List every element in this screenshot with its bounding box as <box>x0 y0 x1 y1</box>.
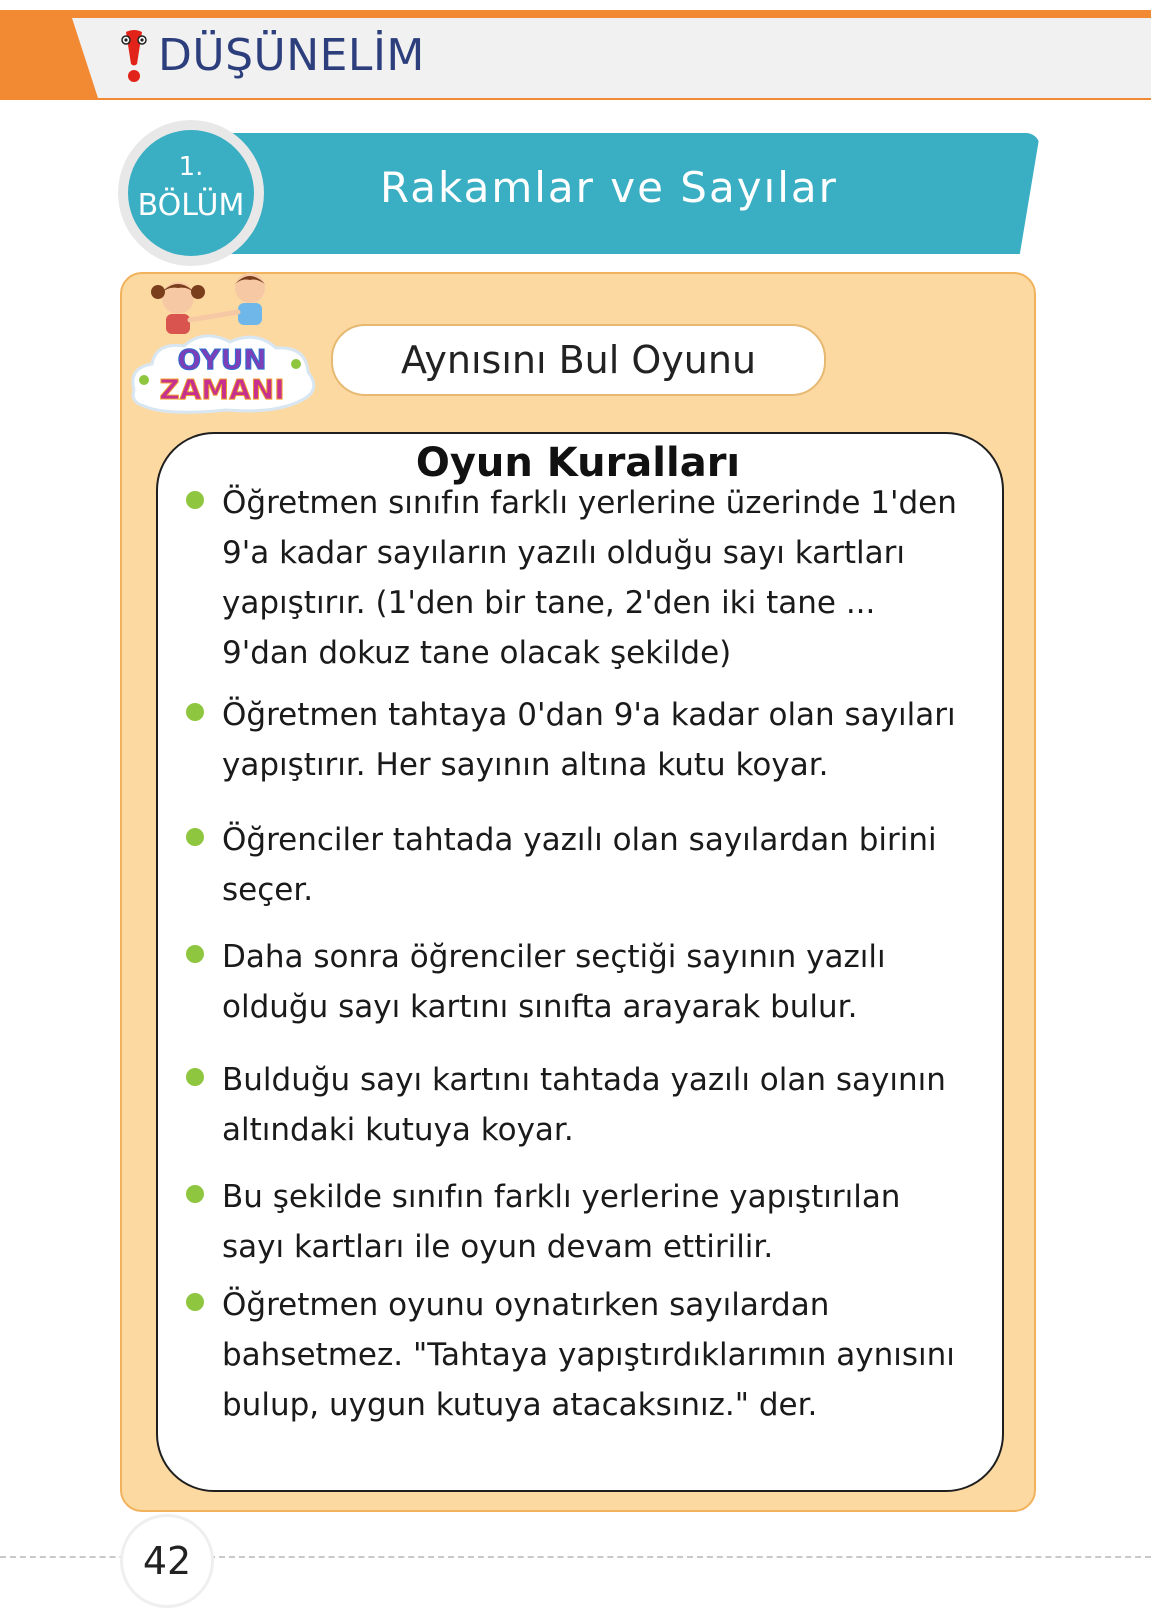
rule-item-5: Bulduğu sayı kartını tahtada yazılı olan sayının altındaki kutuya koyar. <box>222 1062 946 1148</box>
page-number: 42 <box>120 1514 214 1608</box>
bullet-icon <box>186 945 204 963</box>
game-title: Aynısını Bul Oyunu <box>400 338 757 382</box>
rule-item-3: Öğrenciler tahtada yazılı olan sayılardan birini seçer. <box>222 822 937 908</box>
logo-line2: ZAMANI <box>159 373 285 406</box>
bullet-icon <box>186 703 204 721</box>
rule-item-7: Öğretmen oyunu oynatırken sayılardan bahsetmez. "Tahtaya yapıştırdıklarımın aynısını bulup, uygun kutuya atacaksınız." der. <box>222 1287 955 1423</box>
chapter-label: BÖLÜM <box>137 188 245 223</box>
bullet-icon <box>186 1068 204 1086</box>
bullet-icon <box>186 1293 204 1311</box>
bullet-icon <box>186 828 204 846</box>
header-title: DÜŞÜNELİM <box>158 30 425 81</box>
chapter-number: 1. <box>178 152 204 182</box>
chapter-title: Rakamlar ve Sayılar <box>380 163 838 212</box>
rule-item-1: Öğretmen sınıfın farklı yerlerine üzerinde 1'den 9'a kadar sayıların yazılı olduğu sayı kartları yapıştırır. (1'den bir tane, 2'den iki tane ... 9'dan dokuz tane olacak şekilde) <box>222 485 957 671</box>
logo-line1: OYUN <box>177 343 267 376</box>
rules-title: Oyun Kuralları <box>415 440 741 486</box>
game-title-pill <box>331 324 826 396</box>
exclamation-icon <box>120 28 148 84</box>
bullet-icon <box>186 491 204 509</box>
chapter-badge <box>128 130 254 256</box>
rule-item-6: Bu şekilde sınıfın farklı yerlerine yapıştırılan sayı kartları ile oyun devam ettirilir. <box>222 1179 901 1265</box>
rule-item-2: Öğretmen tahtaya 0'dan 9'a kadar olan sayıları yapıştırır. Her sayının altına kutu koyar. <box>222 697 956 783</box>
oyun-zamani-logo <box>126 272 322 422</box>
rule-item-4: Daha sonra öğrenciler seçtiği sayının yazılı olduğu sayı kartını sınıfta arayarak bulur. <box>222 939 886 1025</box>
bullet-icon <box>186 1185 204 1203</box>
